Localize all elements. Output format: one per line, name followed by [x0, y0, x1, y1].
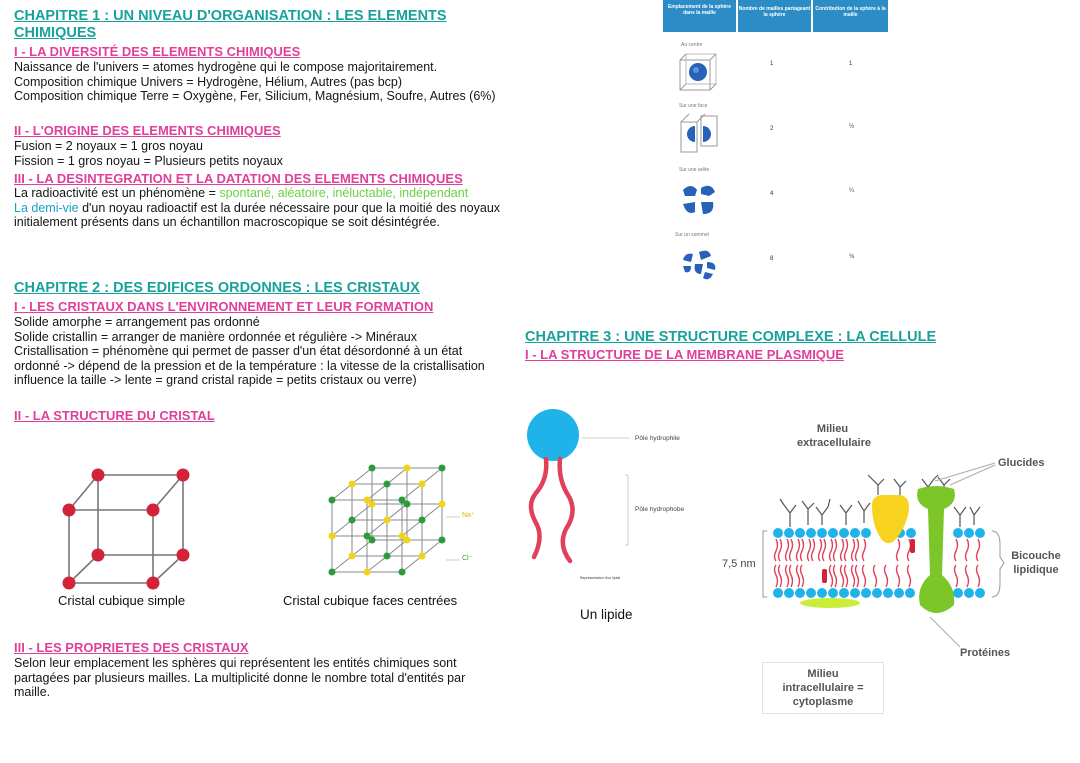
center-sphere-icon — [676, 52, 720, 92]
ch2-section3-text: Selon leur emplacement les sphères qui représentent les entités chimiques sont partagées par plusieurs mailles. La multiplicité donne le nombre total d'entités par maille. — [14, 656, 466, 699]
table-row-label: Au centre — [681, 42, 703, 48]
ch1-section1-title: I - LA DIVERSITÉ DES ELEMENTS CHIMIQUES — [14, 44, 301, 59]
text-line: Composition chimique Univers = Hydrogène, Hélium, Autres (pas bcp) — [14, 74, 403, 89]
table-cell-contribution: ½ — [849, 124, 855, 130]
table-cell-contribution: ¼ — [849, 188, 855, 194]
text-line: Solide cristallin = arranger de manière ordonnée et régulière -> Minéraux — [14, 329, 417, 344]
hydrophobe-pole-label: Pôle hydrophobe — [635, 506, 685, 513]
text-line: Fusion = 2 noyaux = 1 gros noyau — [14, 139, 204, 153]
table-header-count: Nombre de mailles partageant la sphère — [738, 0, 811, 32]
ch2-section1-title: I - LES CRISTAUX DANS L'ENVIRONNEMENT ET LEUR FORMATION — [14, 299, 434, 314]
chapter2-title: CHAPITRE 2 : DES EDIFICES ORDONNES : LES CRISTAUX — [14, 280, 420, 296]
cubic-simple-caption: Cristal cubique simple — [58, 593, 186, 608]
table-cell-count: 8 — [770, 256, 774, 262]
half-life-term: La demi-vie — [14, 200, 79, 215]
ch1-section3-title: III - LA DESINTEGRATION ET LA DATATION DES ELEMENTS CHIMIQUES — [14, 171, 463, 186]
ch1-section2-text — [14, 139, 504, 168]
ch2-section2-title: II - LA STRUCTURE DU CRISTAL — [14, 408, 215, 423]
cubic-fcc-caption: Cristal cubique faces centrées — [283, 593, 458, 608]
table-row-label: Sur une face — [679, 103, 708, 109]
glucides-label: Glucides — [998, 457, 1045, 469]
table-cell-count: 1 — [770, 61, 774, 67]
text-line: Solide amorphe = arrangement pas ordonné — [14, 315, 260, 329]
proteins-label: Protéines — [960, 647, 1011, 659]
table-header-contribution: Contribution de la sphère à la maille — [813, 0, 888, 32]
chapter1-title: CHAPITRE 1 : UN NIVEAU D'ORGANISATION : LES ELEMENTS CHIMIQUES — [14, 8, 447, 41]
table-cell-contribution: 1 — [849, 61, 853, 67]
table-cell-count: 4 — [770, 191, 774, 197]
table-row-label: Sur un sommet — [675, 232, 709, 238]
sphere-contribution-table — [663, 0, 888, 290]
table-cell-count: 2 — [770, 126, 774, 132]
na-ion-label: Na⁺ — [462, 512, 475, 519]
text-line: Naissance de l'univers = atomes hydrogène qui le compose majoritairement. — [14, 60, 438, 74]
table-header-location: Emplacement de la sphère dans la maille — [663, 0, 736, 32]
ch2-section3-title: III - LES PROPRIETES DES CRISTAUX — [14, 640, 249, 655]
ch1-section3-text — [14, 186, 504, 230]
lipid-diagram — [520, 405, 710, 575]
lipid-representation-caption: Représentation d'un lipide — [580, 576, 621, 580]
extracellular-label: Milieu extracellulaire — [797, 423, 871, 449]
vertex-sphere-icon — [677, 244, 721, 284]
table-cell-contribution: ⅛ — [849, 254, 855, 260]
cl-ion-label: Cl⁻ — [462, 555, 473, 562]
membrane-thickness-label: 7,5 nm — [722, 558, 756, 570]
cubic-simple-diagram — [55, 455, 215, 595]
ch2-section1-text — [14, 315, 504, 388]
radioactivity-qualities: spontané, aléatoire, inéluctable, indépendant — [219, 186, 469, 200]
lipid-caption: Un lipide — [580, 607, 633, 622]
radioactivity-line — [14, 186, 504, 201]
ch1-section2-title: II - L'ORIGINE DES ELEMENTS CHIMIQUES — [14, 123, 281, 138]
hydrophile-pole-label: Pôle hydrophile — [635, 435, 680, 442]
text-span: d'un noyau radioactif est la durée nécessaire pour que la moitié des noyaux initialement présents dans un échantillon macroscopique se soit désintégrée. — [14, 200, 501, 229]
cubic-fcc-diagram — [320, 462, 490, 582]
intracellular-label: Milieu intracellulaire = cytoplasme — [762, 662, 884, 714]
ch3-section1-title: I - LA STRUCTURE DE LA MEMBRANE PLASMIQUE — [525, 347, 844, 362]
half-life-line — [14, 201, 504, 230]
ch1-section1-text — [14, 60, 504, 104]
text-line: Composition chimique Terre = Oxygène, Fer, Silicium, Magnésium, Soufre, Autres (6%) — [14, 89, 496, 103]
table-row-label: Sur une arête — [679, 167, 710, 173]
edge-sphere-icon — [677, 178, 721, 218]
membrane-diagram — [760, 475, 1010, 645]
face-sphere-icon — [677, 112, 721, 156]
chapter3-title: CHAPITRE 3 : UNE STRUCTURE COMPLEXE : LA CELLULE — [525, 329, 937, 345]
bilayer-label: Bicouche lipidique — [1011, 550, 1061, 576]
text-span: La radioactivité est un phénomène = — [14, 186, 220, 200]
text-line: Fission = 1 gros noyau = Plusieurs petits noyaux — [14, 153, 283, 168]
text-line: Cristallisation = phénomène qui permet de passer d'un état désordonné à un état ordonné -> dépend de la pression et de la température : la vitesse de la cristallisation influence la taille -> lente = grand cristal rapide = petits cristaux ou verre) — [14, 344, 485, 387]
